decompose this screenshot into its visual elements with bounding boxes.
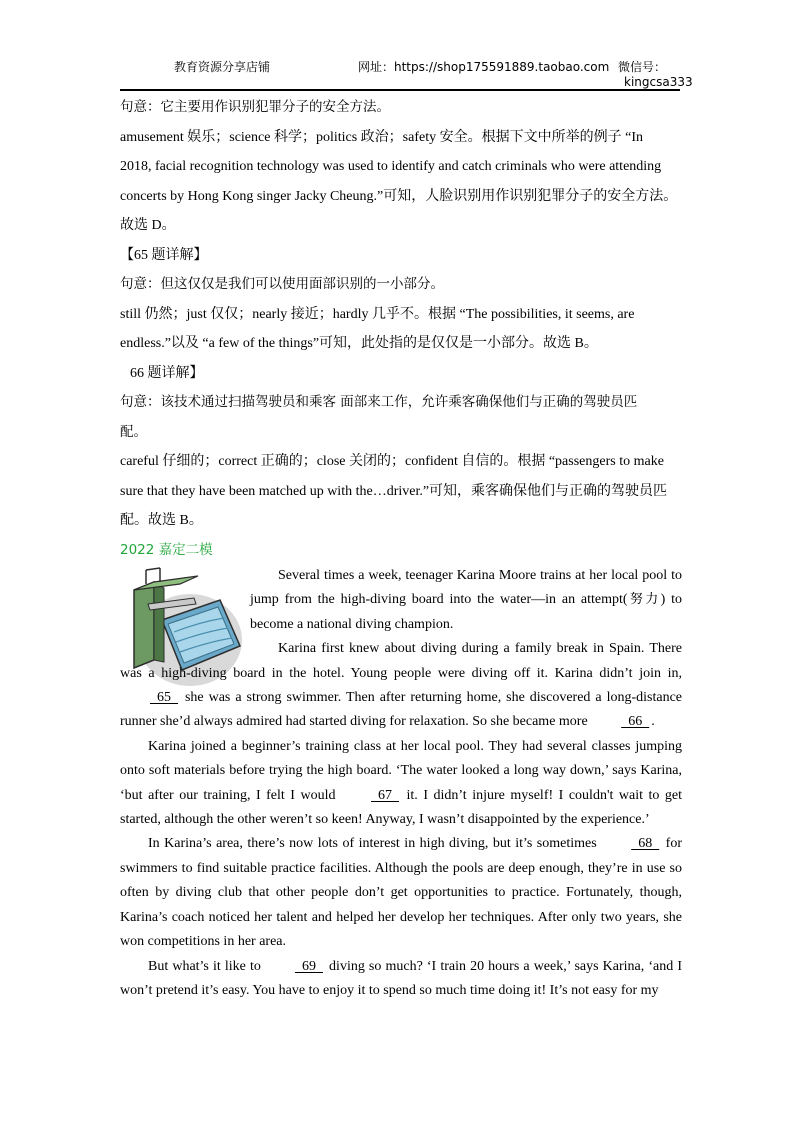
answer-explanations xyxy=(120,93,682,536)
reading-passage xyxy=(120,564,682,1003)
question-heading-65: 【65 题详解】 xyxy=(120,247,208,263)
blank-67: 67 xyxy=(371,787,400,803)
answer-line: concerts by Hong Kong singer Jacky Cheung.”可知，人脸识别用作识别犯罪分子的安全方法。 xyxy=(120,188,678,204)
answer-line: careful 仔细的；correct 正确的；close 关闭的；confident 自信的。根据 “passengers to make xyxy=(120,454,664,469)
answer-line: sure that they have been matched up with the…driver.”可知，乘客确保他们与正确的驾驶员匹 xyxy=(120,483,668,499)
passage-paragraph: Karina joined a beginner’s training class at her local pool. They had several classes jumping onto soft materials before trying the high board. ‘The water looked a long way down,’ says Karina, ‘but after our training, I felt I would 67 it. I didn’t injure myself! I couldn't wait to get started, although the other weren’t so keen! Anyway, I wasn’t disappointed by the experience.’ xyxy=(120,738,682,828)
answer-line: amusement 娱乐；science 科学；politics 政治；safety 安全。根据下文中所举的例子 “In xyxy=(120,129,643,145)
passage-paragraph: Several times a week, teenager Karina Moore trains at her local pool to jump from the high-diving board into the water—in an attempt(努力) to become a national diving champion. xyxy=(250,568,682,632)
passage-paragraph: In Karina’s area, there’s now lots of interest in high diving, but it’s sometimes 68 for swimmers to find suitable practice facilities. Although the pools are deep enough, they’re in use so often by diving club that other people don’t get opportunities to practice. Fortunately, though, Karina’s coach noticed her talent and helped her develop her techniques. After only two years, she won competitions in her area. xyxy=(120,832,682,954)
blank-69: 69 xyxy=(294,958,323,974)
answer-line: still 仍然；just 仅仅；nearly 接近；hardly 几乎不。根据 “The possibilities, it seems, are xyxy=(120,306,635,322)
wechat-id: kingcsa333 xyxy=(624,75,693,89)
answer-line: 故选 D。 xyxy=(120,218,176,233)
answer-line: 句意：它主要用作识别犯罪分子的安全方法。 xyxy=(120,99,390,115)
answer-line: 配。故选 B。 xyxy=(120,513,203,528)
answer-line: 配。 xyxy=(120,423,147,440)
section-title: 2022 嘉定二模 xyxy=(120,542,213,558)
blank-65: 65 xyxy=(150,690,178,706)
wechat-label: 微信号： xyxy=(618,60,667,74)
passage-paragraph: Karina first knew about diving during a family break in Spain. There was a high-diving board in the hotel. Young people were diving off it. Karina didn’t join in, 65 she was a strong swimmer. Then after returning home, she discovered a long-distance runner she’d always admired had started diving for relaxation. So she became more 66 . xyxy=(120,637,682,735)
page-header xyxy=(120,0,693,90)
answer-line: 句意：该技术通过扫描驾驶员和乘客 面部来工作，允许乘客确保他们与正确的驾驶员匹 xyxy=(120,394,638,410)
passage-paragraph: But what’s it like to 69 diving so much? ‘I train 20 hours a week,’ says Karina, ‘and I won’t pretend it’s easy. You have to enjoy it to spend so much time doing it! It’s not easy for my xyxy=(120,955,682,1004)
blank-68: 68 xyxy=(631,836,660,852)
answer-line: 句意：但这仅仅是我们可以使用面部识别的一小部分。 xyxy=(120,276,444,292)
answer-line: 2018, facial recognition technology was used to identify and catch criminals who were attending xyxy=(120,159,662,174)
shop-name: 教育资源分享店铺 xyxy=(174,60,271,74)
header-rule xyxy=(120,89,680,91)
answer-line: endless.”以及 “a few of the things”可知，此处指的是仅仅是一小部分。故选 B。 xyxy=(120,336,598,351)
question-heading-66: 66 题详解】 xyxy=(130,365,204,381)
blank-66: 66 xyxy=(621,714,650,730)
shop-url: 网址：https://shop175591889.taobao.com xyxy=(358,60,610,74)
